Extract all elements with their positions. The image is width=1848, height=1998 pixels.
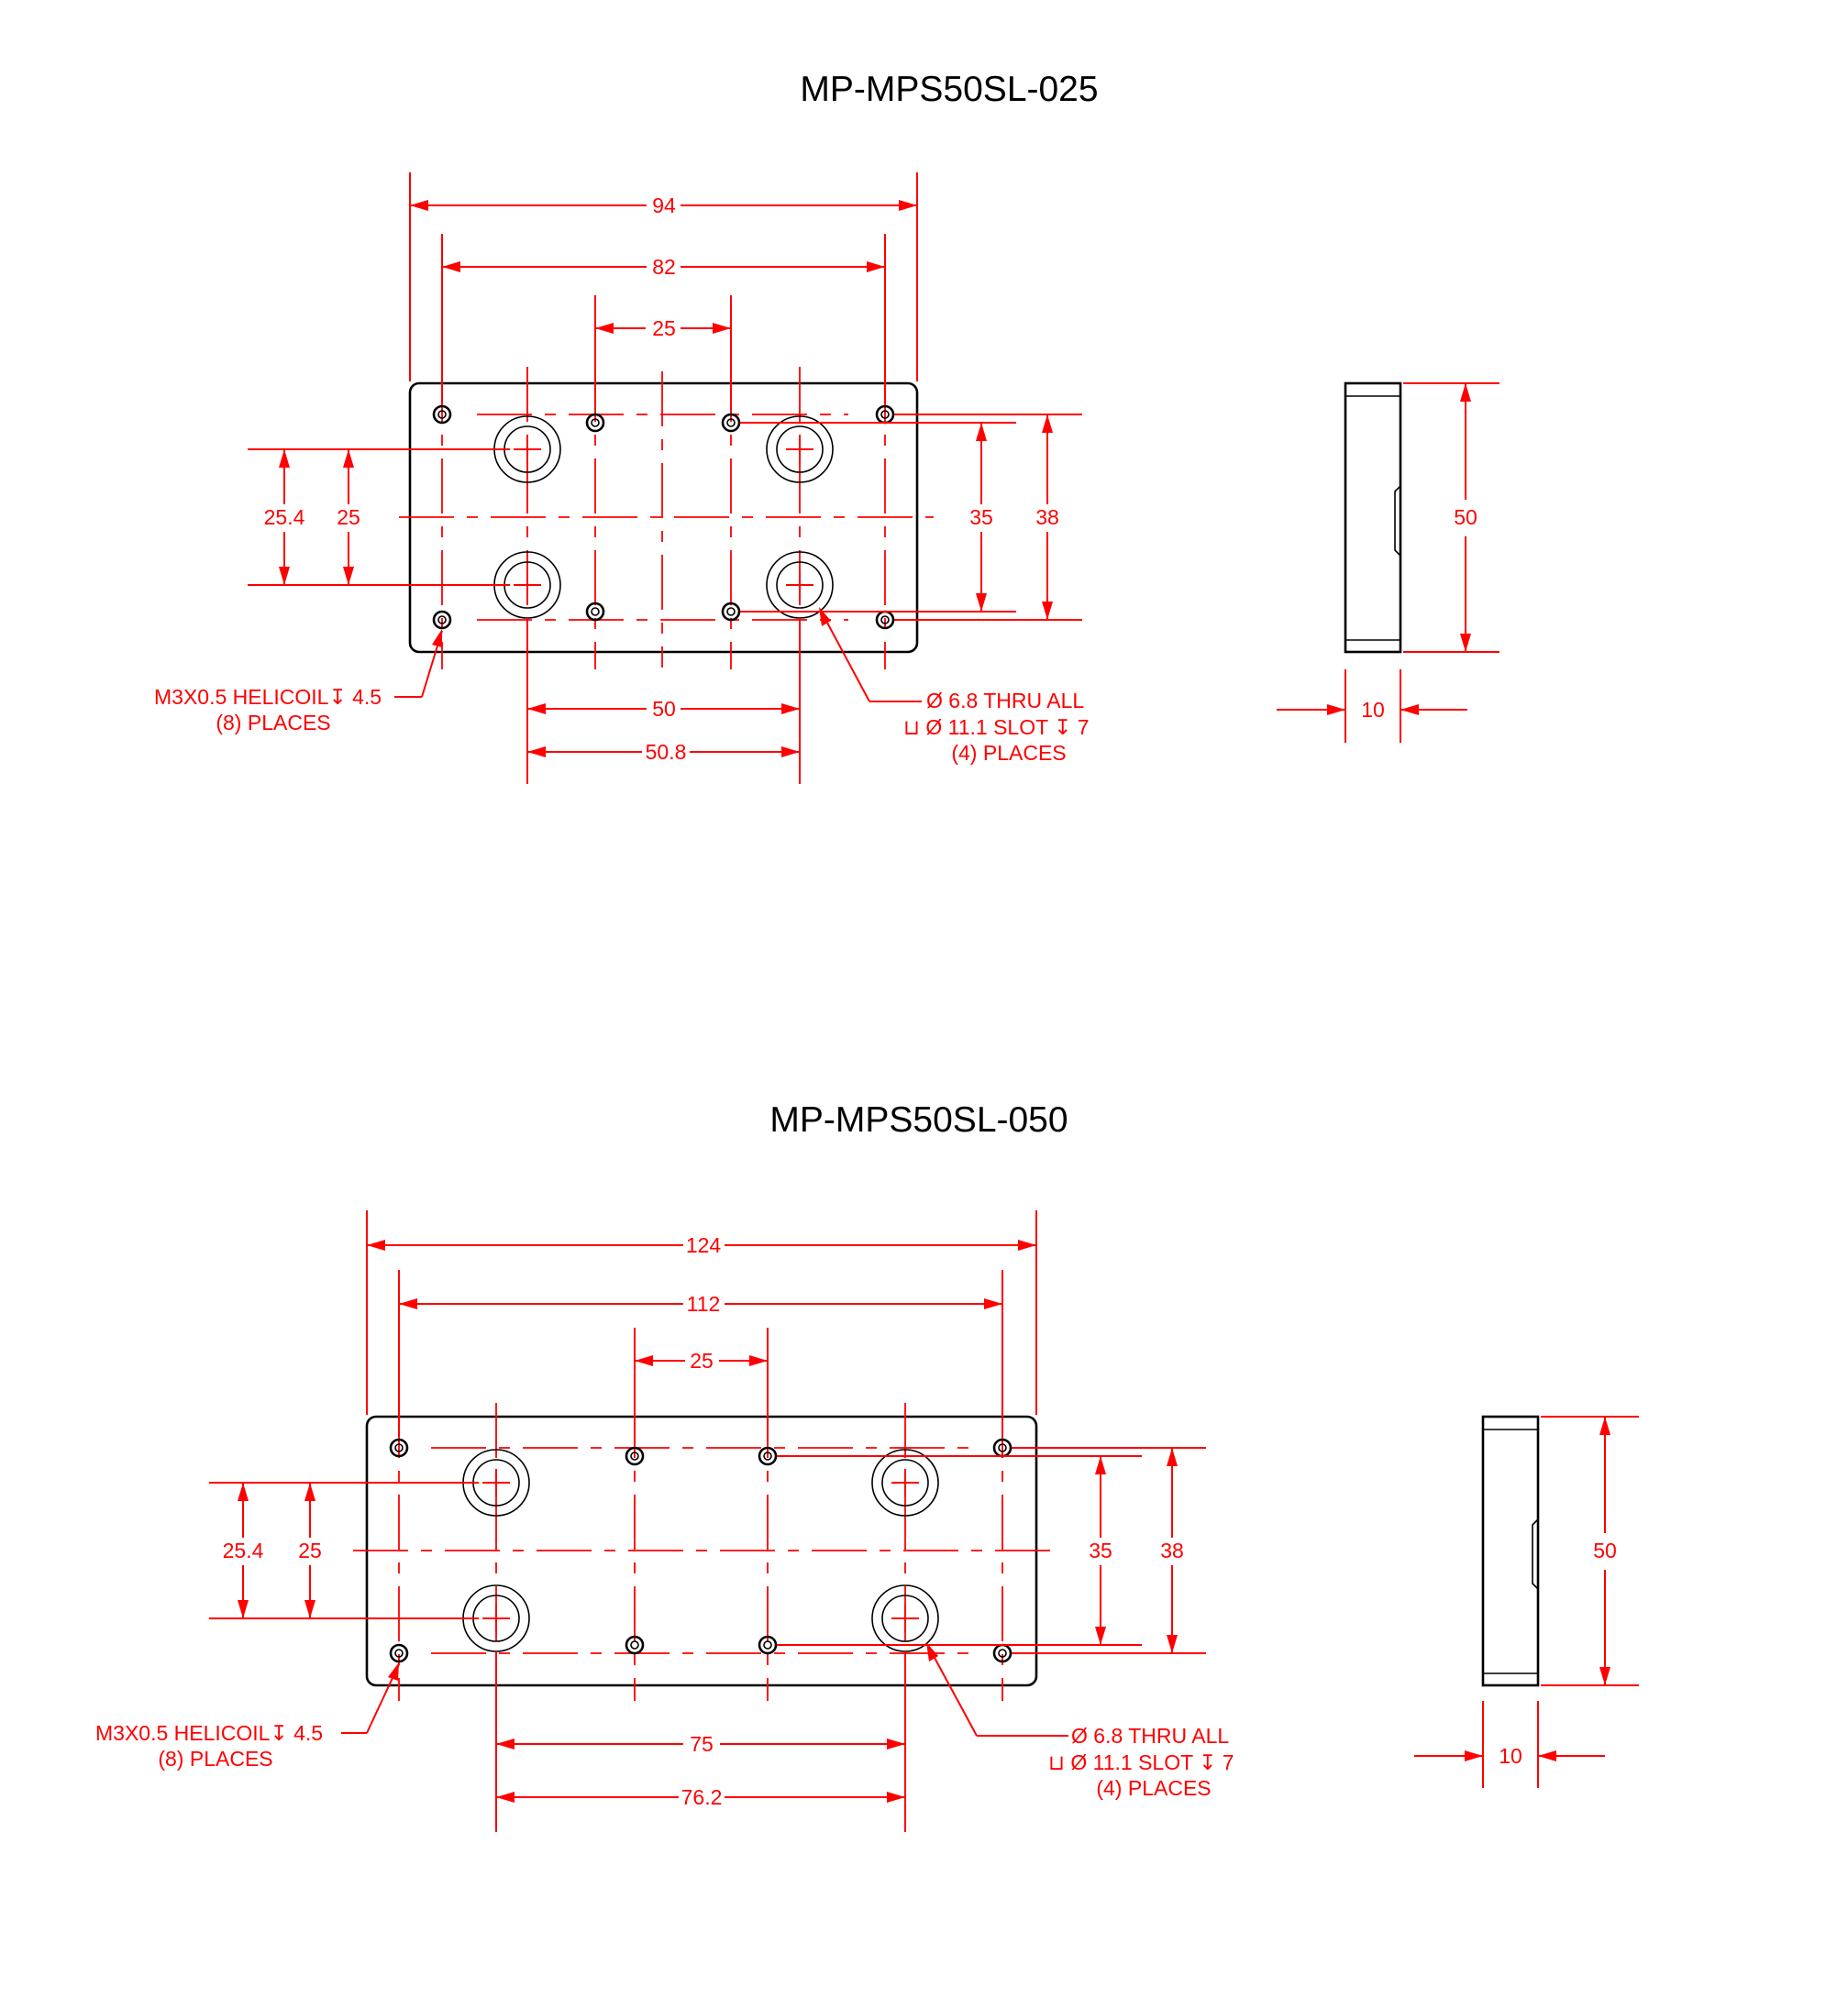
centerlines-050 [353,1403,1053,1701]
helicoil-note-025-line2: (8) PLACES [216,711,331,734]
dim-hole-vertical-outer-050: 38 [1160,1539,1184,1562]
dim-cbore-vertical-inner-025: 25 [337,505,360,529]
helicoil-note-050-line2: (8) PLACES [158,1747,273,1771]
side-dimensions-050 [1414,1417,1639,1788]
side-view-025 [1345,383,1400,652]
dim-hole-vertical-outer-025: 38 [1035,505,1059,529]
dim-cbore-vertical-outer-025: 25.4 [263,505,305,529]
drawing-title-025: MP-MPS50SL-025 [800,70,1099,109]
dim-overall-length-050: 124 [685,1233,722,1257]
side-dimensions-025 [1277,383,1499,743]
dim-cbore-vertical-outer-050: 25.4 [222,1539,264,1562]
dim-overall-length-025: 94 [652,193,676,217]
dim-side-height-025: 50 [1454,505,1477,529]
thru-note-025-line3: (4) PLACES [951,741,1067,765]
dim-cbore-horizontal-inner-050: 75 [690,1732,714,1756]
centerlines-025 [399,367,934,669]
leaders-050 [341,1642,1068,1736]
dim-hole-vertical-inner-050: 35 [1089,1539,1112,1562]
dim-hole-vertical-inner-025: 35 [969,505,993,529]
drawing-mp-mps50sl-025 [154,70,1499,784]
thru-note-050-line2: ⊔ Ø 11.1 SLOT ↧ 7 [1048,1750,1234,1774]
thru-note-025-line1: Ø 6.8 THRU ALL [926,689,1085,712]
drawing-title-050: MP-MPS50SL-050 [769,1100,1068,1140]
dim-hole-span-025: 82 [652,255,676,279]
dim-cbore-vertical-inner-050: 25 [298,1539,322,1562]
dim-cbore-horizontal-outer-050: 76.2 [681,1785,723,1809]
leaders-025 [394,607,922,701]
dim-cbore-horizontal-inner-025: 50 [652,697,676,721]
dim-side-width-025: 10 [1361,698,1385,722]
drawing-mp-mps50sl-050 [95,1100,1639,1832]
side-view-050 [1483,1417,1538,1685]
dim-cbore-horizontal-outer-025: 50.8 [645,740,687,764]
helicoil-note-050-line1: M3X0.5 HELICOIL↧ 4.5 [95,1721,324,1745]
thru-note-050-line1: Ø 6.8 THRU ALL [1071,1724,1230,1748]
dim-center-span-050: 25 [690,1349,714,1373]
dim-center-span-025: 25 [652,316,676,340]
thru-note-025-line2: ⊔ Ø 11.1 SLOT ↧ 7 [903,715,1090,739]
thru-note-050-line3: (4) PLACES [1096,1776,1212,1800]
helicoil-note-025-line1: M3X0.5 HELICOIL↧ 4.5 [154,685,382,709]
dim-side-width-050: 10 [1499,1744,1522,1768]
dim-side-height-050: 50 [1593,1539,1617,1562]
dim-hole-span-050: 112 [686,1292,721,1316]
